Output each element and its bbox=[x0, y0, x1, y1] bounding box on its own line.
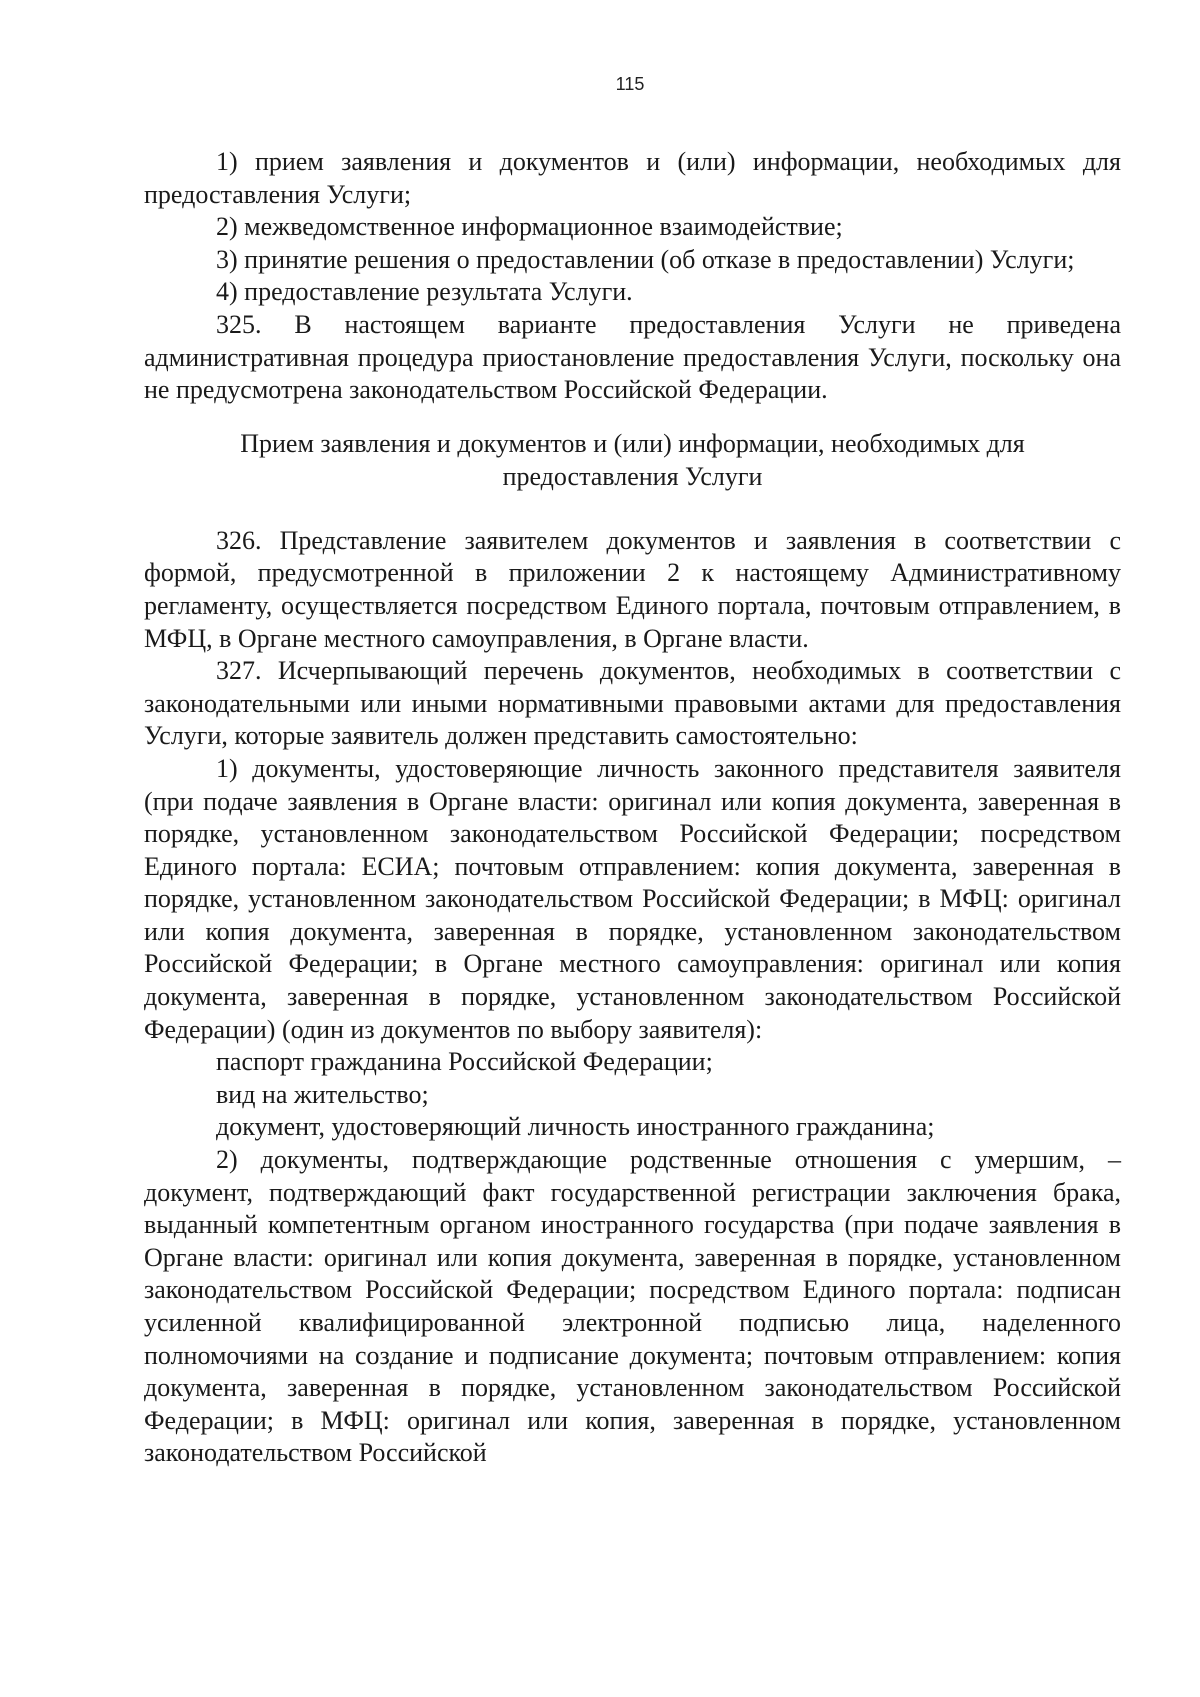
page-number: 115 bbox=[615, 74, 645, 94]
section-heading-line-2: предоставления Услуги bbox=[502, 461, 763, 491]
section-heading bbox=[144, 427, 1121, 493]
document-option-residence-permit: вид на жительство; bbox=[216, 1079, 429, 1109]
document-body bbox=[144, 146, 1121, 1470]
paragraph-327: 327. Исчерпывающий перечень документов, необходимых в соответствии с законодательными или иными нормативными правовыми актами для предоставления Услуги, которые заявитель должен представить самостоятельно: bbox=[144, 656, 1121, 751]
list-item-3: 3) принятие решения о предоставлении (об отказе в предоставлении) Услуги; bbox=[216, 244, 1075, 274]
document-option-foreign-id: документ, удостоверяющий личность иностранного гражданина; bbox=[216, 1112, 935, 1142]
section-heading-line-1: Прием заявления и документов и (или) информации, необходимых для bbox=[240, 428, 1025, 458]
paragraph-326: 326. Представление заявителем документов и заявления в соответствии с формой, предусмотренной в приложении 2 к настоящему Административному регламенту, осуществляется посредством Единого портала, почтовым отправлением, в МФЦ, в Органе местного самоуправления, в Органе власти. bbox=[144, 525, 1121, 653]
list-item-1: 1) прием заявления и документов и (или) информации, необходимых для предоставления Услуги; bbox=[144, 147, 1121, 209]
list-item-2: 2) межведомственное информационное взаимодействие; bbox=[216, 212, 843, 242]
document-option-passport: паспорт гражданина Российской Федерации; bbox=[216, 1047, 713, 1077]
list-item-4: 4) предоставление результата Услуги. bbox=[216, 277, 633, 307]
paragraph-325: 325. В настоящем варианте предоставления Услуги не приведена административная процедура приостановление предоставления Услуги, поскольку она не предусмотрена законодательством Российской Федерации. bbox=[144, 309, 1121, 405]
document-item-1: 1) документы, удостоверяющие личность законного представителя заявителя (при подаче заявления в Органе власти: оригинал или копия документа, заверенная в порядке, установленном законодательством Российской Федерации; посредством Единого портала: ЕСИА; почтовым отправлением: копия документа, заверенная в порядке, установленном законодательством Российской Федерации; в МФЦ: оригинал или копия документа, заверенная в порядке, установленном законодательством Российской Федерации; в Органе местного самоуправления: оригинал или копия документа, заверенная в порядке, установленном законодательством Российской Федерации) (один из документов по выбору заявителя): bbox=[144, 753, 1121, 1044]
document-item-2: 2) документы, подтверждающие родственные отношения с умершим, – документ, подтверждающий факт государственной регистрации заключения брака, выданный компетентным органом иностранного государства (при подаче заявления в Органе власти: оригинал или копия документа, заверенная в порядке, установленном законодательством Российской Федерации; посредством Единого портала: подписан усиленной квалифицированной электронной подписью лица, наделенного полномочиями на создание и подписание документа; почтовым отправлением: копия документа, заверенная в порядке, установленном законодательством Российской Федерации; в МФЦ: оригинал или копия, заверенная в порядке, установленном законодательством Российской bbox=[144, 1145, 1121, 1468]
